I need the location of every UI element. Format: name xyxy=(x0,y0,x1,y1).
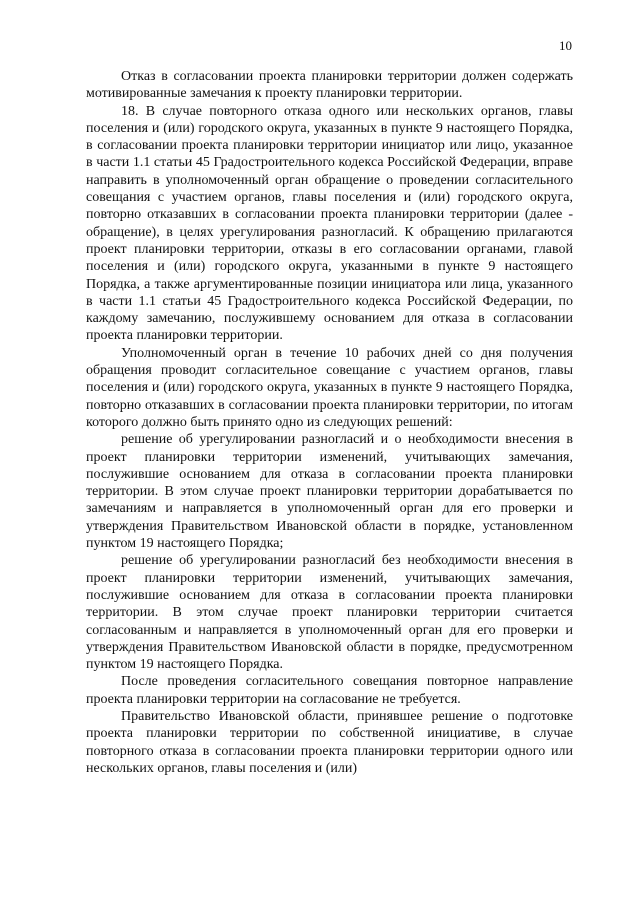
paragraph-18-repeated-refusal: 18. В случае повторного отказа одного или нескольких органов, главы поселения и (или) городского округа, указанных в пункте 9 настоящего Порядка, в согласовании проекта планировки территории инициатор или лицо, указанное в части 1.1 статьи 45 Градостроительного кодекса Российской Федерации, вправе направить в уполномоченный орган обращение о проведении согласительного совещания с участием органов, главы поселения и (или) городского округа, повторно отказавших в согласовании проекта планировки территории (далее - обращение), в целях урегулирования разногласий. К обращению прилагаются проект планировки территории, отказы в его согласовании органами, главой поселения и (или) городского округа, указанными в пункте 9 настоящего Порядка, а также аргументированные позиции инициатора или лица, указанного в части 1.1 статьи 45 Градостроительного кодекса Российской Федерации, по каждому замечанию, послужившему основанием для отказа в согласовании проекта планировки территории. xyxy=(86,103,573,344)
page-number: 10 xyxy=(559,38,572,53)
paragraph-decision-with-changes: решение об урегулировании разногласий и о необходимости внесения в проект планировки территории изменений, учитывающих замечания, послужившие основанием для отказа в согласовании проекта планировки территории. В этом случае проект планировки территории дорабатывается по замечаниям и направляется в уполномоченный орган для его проверки и утверждения Правительством Ивановской области в порядке, установленном пунктом 19 настоящего Порядка; xyxy=(86,432,573,552)
document-body xyxy=(86,68,573,777)
paragraph-conciliation-meeting: Уполномоченный орган в течение 10 рабочих дней со дня получения обращения проводит согласительное совещание с участием органов, главы поселения и (или) городского округа, указанных в пункте 9 настоящего Порядка, повторно отказавших в согласовании проекта планировки территории, по итогам которого должно быть принято одно из следующих решений: xyxy=(86,345,573,430)
paragraph-no-resubmission: После проведения согласительного совещания повторное направление проекта планировки территории на согласование не требуется. xyxy=(86,674,573,707)
paragraph-decision-without-changes: решение об урегулировании разногласий без необходимости внесения в проект планировки территории изменений, учитывающих замечания, послужившие основанием для отказа в согласовании проекта планировки территории. В этом случае проект планировки территории считается согласованным и направляется в уполномоченный орган для его проверки и утверждения Правительством Ивановской области в порядке, предусмотренном пунктом 19 настоящего Порядка. xyxy=(86,553,573,673)
paragraph-government-initiative: Правительство Ивановской области, принявшее решение о подготовке проекта планировки территории по собственной инициативе, в случае повторного отказа в согласовании проекта планировки территории одного или нескольких органов, главы поселения и (или) xyxy=(86,708,573,776)
paragraph-refusal-reasons: Отказ в согласовании проекта планировки территории должен содержать мотивированные замечания к проекту планировки территории. xyxy=(86,69,573,102)
